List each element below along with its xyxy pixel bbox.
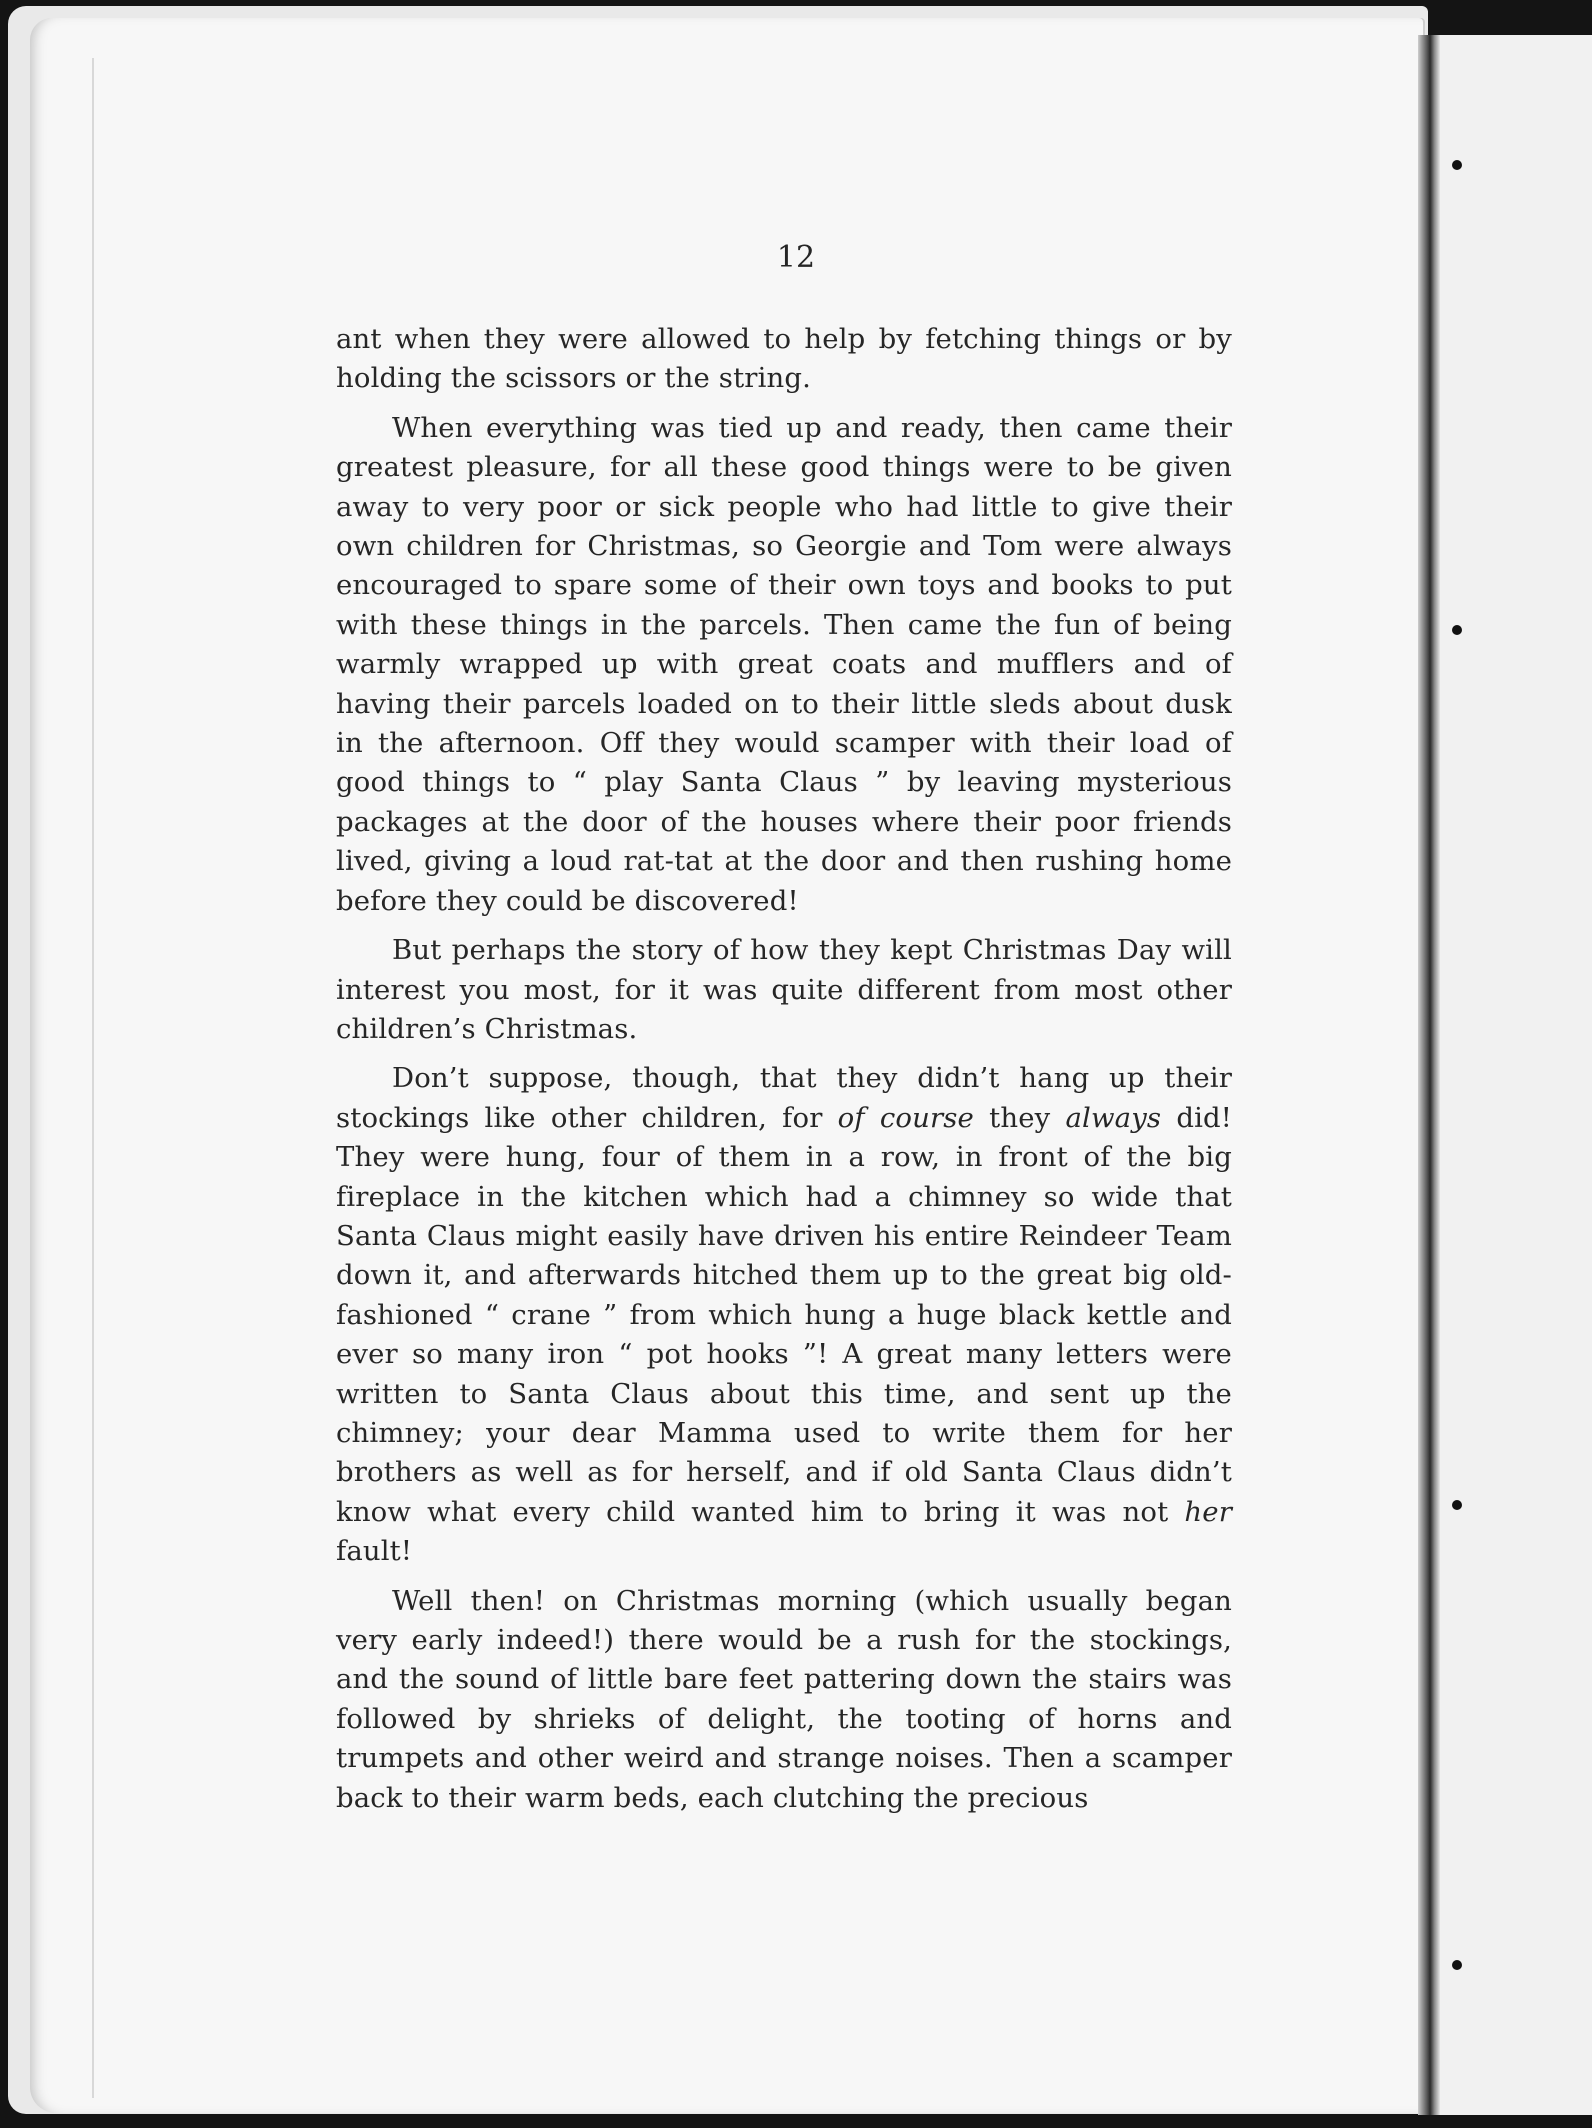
page-edge [92, 58, 94, 2098]
italic-of-course: of course [837, 1101, 974, 1134]
paragraph-4-part-4: fault! [336, 1535, 413, 1568]
paragraph-5: Well then! on Christmas morning (which usually began very early indeed!) there would be a rush for the stockings, and the sound of little bare feet pattering down the stairs was followed by shrieks of delight, the tooting of horns and trumpets and other weird and strange noises. Then a scamper back to their warm beds, each clutching the precious [336, 1584, 1232, 1814]
paragraph-4 [336, 1059, 1232, 1571]
italic-always: always [1065, 1101, 1162, 1134]
book-gutter [1418, 35, 1440, 2115]
binding-stitch [1452, 160, 1462, 170]
facing-page-edge [1440, 35, 1592, 2115]
italic-her: her [1184, 1495, 1232, 1528]
page-number: 12 [776, 240, 816, 275]
paragraph-4-part-3: did! They were hung, four of them in a row, in front of the big fireplace in the kitchen which had a chimney so wide that Santa Claus might easily have driven his entire Reindeer Team down it, and afterwards hitched them up to the great big old-fashioned “ crane ” from which hung a huge black kettle and ever so many iron “ pot hooks ”! A great many letters were written to Santa Claus about this time, and sent up the chimney; your dear Mamma used to write them for her brothers as well as for herself, and if old Santa Claus didn’t know what every child wanted him to bring it was not [336, 1101, 1233, 1528]
paragraph-4-part-1: Don’t suppose, though, that they didn’t hang up their stockings like other children, for [336, 1062, 1232, 1134]
paragraph-3: But perhaps the story of how they kept Christmas Day will interest you most, for it was quite different from most other children’s Christmas. [336, 934, 1232, 1045]
page-text [336, 320, 1232, 1828]
paragraph-2: When everything was tied up and ready, then came their greatest pleasure, for all these good things were to be given away to very poor or sick people who had little to give their own children for Christmas, so Georgie and Tom were always encouraged to spare some of their own toys and books to put with these things in the parcels. Then came the fun of being warmly wrapped up with great coats and mufflers and of having their parcels loaded on to their little sleds about dusk in the afternoon. Off they would scamper with their load of good things to “ play Santa Claus ” by leaving mysterious packages at the door of the houses where their poor friends lived, giving a loud rat-tat at the door and then rushing home before they could be discovered! [336, 411, 1232, 917]
paragraph-4-part-2: they [973, 1101, 1066, 1134]
paragraph-1: ant when they were allowed to help by fetching things or by holding the scissors or the string. [336, 323, 1232, 395]
binding-stitch [1452, 1500, 1462, 1510]
binding-stitch [1452, 625, 1462, 635]
binding-stitch [1452, 1960, 1462, 1970]
